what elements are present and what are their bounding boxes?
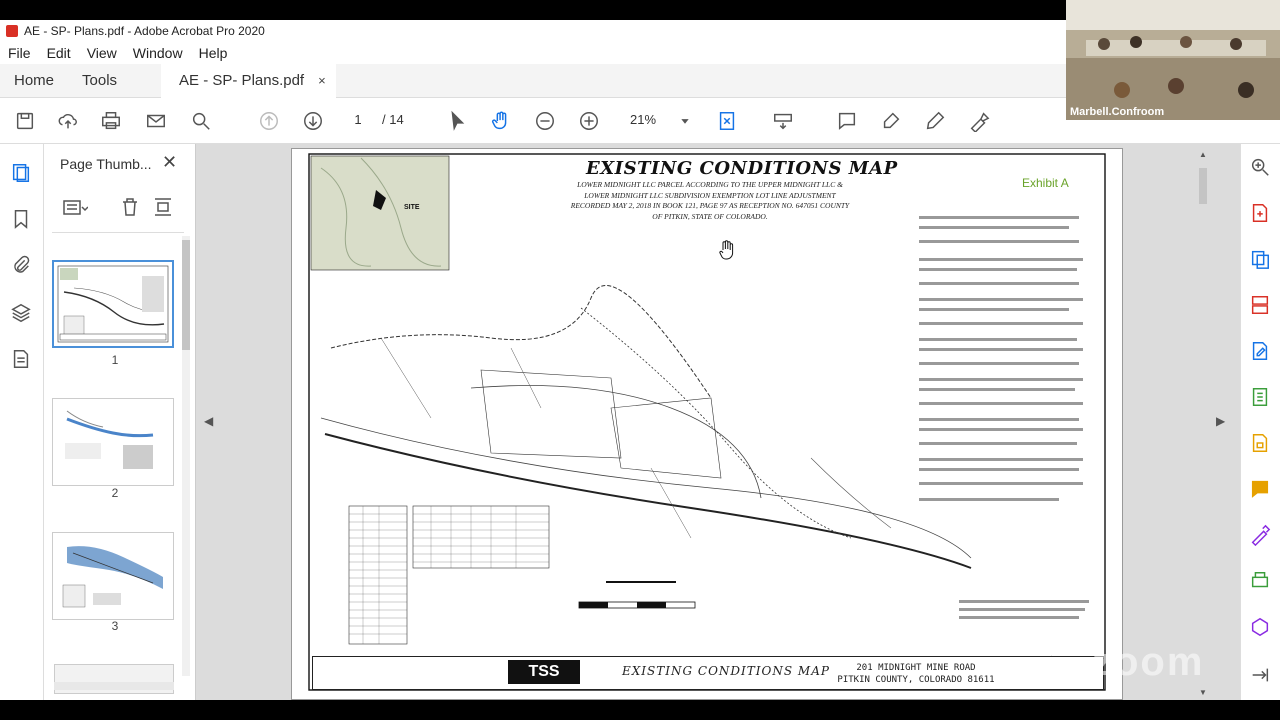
search-icon[interactable] [186,106,216,136]
collapse-right-panel-icon[interactable]: ▶ [1216,414,1226,428]
hand-tool-icon[interactable] [486,106,516,136]
address-line-1: 201 MIDNIGHT MINE ROAD [856,663,976,673]
tab-home[interactable]: Home [14,72,55,89]
thumbnail-label-2: 2 [111,486,119,500]
thumbnail-options-icon[interactable] [62,198,88,218]
zoom-in-icon[interactable] [574,106,604,136]
document-subtitle: LOWER MIDNIGHT LLC PARCEL ACCORDING TO THE UPPER MIDNIGHT LLC & LOWER MIDNIGHT LLC SUBDIVISION EXEMPTION LOT LINE ADJUSTMENT RECORDED MAY 2, 2018 IN BOOK 121, PAGE 97 AS RECEPTION NO. 647051 COUNTY OF PITKIN, STATE OF COLORADO. [570,180,850,221]
fill-sign-icon[interactable] [1249,524,1273,548]
tab-document[interactable] [161,64,336,98]
video-call-thumbnail[interactable] [1066,0,1280,120]
menu-file[interactable]: File [8,45,31,61]
page-thumbnail-3[interactable] [52,532,174,620]
address-line-2: PITKIN COUNTY, COLORADO 81611 [837,675,995,685]
window-titlebar [0,20,1066,42]
chevron-down-icon[interactable] [670,106,700,136]
page-thumbnails-icon[interactable] [10,162,34,186]
sign-icon[interactable] [964,106,994,136]
tab-document-label: AE - SP- Plans.pdf [179,72,305,89]
thumbnail-h-scrollbar[interactable] [54,682,174,690]
close-panel-icon[interactable]: ✕ [162,152,178,172]
menu-edit[interactable]: Edit [46,45,71,61]
page-total: / 14 [382,112,404,127]
thumbnail-scrollbar[interactable] [182,236,190,676]
document-properties-icon[interactable] [10,348,34,372]
save-icon[interactable] [10,106,40,136]
zoom-level-dropdown[interactable]: 21% [630,112,657,127]
create-pdf-icon[interactable] [1249,248,1273,272]
layers-icon[interactable] [10,302,34,326]
menu-view[interactable]: View [86,45,117,61]
bookmark-icon[interactable] [10,208,34,232]
acrobat-app-icon [6,25,18,37]
comment-tool-icon[interactable] [1249,478,1273,502]
page-number-input[interactable]: 1 [354,112,362,127]
protect-pdf-icon[interactable] [1249,432,1273,456]
company-logo: TSS [508,660,580,684]
scroll-mode-icon[interactable] [768,106,798,136]
print-icon[interactable] [96,106,126,136]
menu-help[interactable]: Help [198,45,228,61]
thumbnail-label-3: 3 [111,619,119,633]
page-display-icon[interactable] [712,106,742,136]
delete-icon[interactable] [119,196,141,218]
attachment-icon[interactable] [10,254,34,278]
thumbnail-label-1: 1 [111,353,119,367]
previous-page-icon[interactable] [254,106,284,136]
document-scrollbar[interactable]: ▲ ▼ [1199,150,1207,697]
right-tools-rail [1240,144,1280,700]
next-page-icon[interactable] [298,106,328,136]
page-thumbnails-panel [44,144,196,700]
highlight-pen-icon[interactable] [876,106,906,136]
insert-page-icon[interactable] [152,196,174,218]
site-map-drawing [291,148,1123,700]
close-tab-icon[interactable]: × [318,73,326,88]
menu-bar [0,42,1066,64]
zoom-out-icon[interactable] [530,106,560,136]
select-cursor-icon[interactable] [442,106,472,136]
menu-window[interactable]: Window [132,45,183,61]
window-title: AE - SP- Plans.pdf - Adobe Acrobat Pro 2020 [24,24,265,38]
page-thumbnail-1[interactable] [52,260,174,348]
export-pdf-icon[interactable] [1249,202,1273,226]
more-tools-icon[interactable] [1249,616,1273,640]
upload-icon[interactable] [53,106,83,136]
print-production-icon[interactable] [1249,570,1273,594]
collapse-left-panel-icon[interactable]: ◀ [204,414,214,428]
hand-cursor-icon [718,240,736,260]
collapse-tools-icon[interactable] [1249,664,1273,688]
compress-icon[interactable] [1249,386,1273,410]
title-block-title: EXISTING CONDITIONS MAP [622,664,830,678]
video-participant-label: Marbell.Confroom [1070,106,1165,118]
edit-pdf-icon[interactable] [1249,340,1273,364]
page-thumbnail-2[interactable] [52,398,174,486]
organize-pages-icon[interactable] [1249,294,1273,318]
tab-tools[interactable]: Tools [82,72,118,89]
title-block-address [828,662,1004,686]
draw-icon[interactable] [920,106,950,136]
comment-icon[interactable] [832,106,862,136]
exhibit-label: Exhibit A [1022,176,1069,190]
email-icon[interactable] [141,106,171,136]
document-title: EXISTING CONDITIONS MAP [586,158,898,179]
left-nav-rail [0,144,44,700]
zoom-watermark: zoom [1092,640,1205,684]
site-label: SITE [404,204,420,211]
panel-title: Page Thumb... [60,156,152,172]
zoom-search-icon[interactable] [1249,156,1273,180]
